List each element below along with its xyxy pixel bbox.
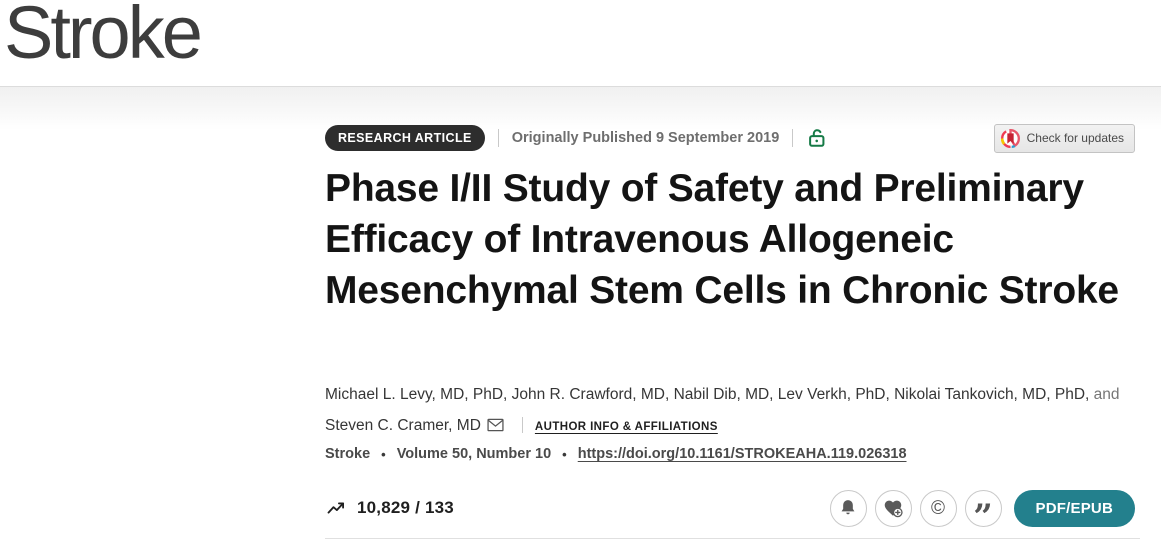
divider (522, 417, 523, 433)
citation-volume: Volume 50, Number 10 (396, 446, 552, 462)
email-envelope-icon[interactable] (487, 412, 504, 443)
trending-up-icon (325, 498, 347, 518)
divider (498, 129, 499, 147)
author-info-affiliations-link[interactable]: AUTHOR INFO & AFFILIATIONS (534, 421, 718, 433)
research-article-badge: RESEARCH ARTICLE (325, 125, 485, 151)
journal-logo[interactable]: Stroke (4, 0, 200, 74)
favorite-heart-add-button[interactable] (875, 490, 912, 527)
views-citations-count: 10,829 / 133 (357, 498, 454, 517)
journal-header (0, 0, 1161, 86)
author-names[interactable]: Michael L. Levy, MD, PhD, John R. Crawford, MD, Nabil Dib, MD, Lev Verkh, PhD, Nikolai Tankovich, MD, PhD, (325, 386, 1090, 403)
article-title: Phase I/II Study of Safety and Preliminary Efficacy of Intravenous Allogeneic Mesenchymal Stem Cells in Chronic Stroke (325, 167, 1119, 312)
crossmark-icon (1001, 129, 1020, 148)
doi-link[interactable]: https://doi.org/10.1161/STROKEAHA.119.026318 (577, 446, 907, 462)
bullet-separator: • (381, 446, 386, 462)
divider (792, 129, 793, 147)
article-meta-row (325, 124, 1135, 152)
alerts-bell-button[interactable] (830, 490, 867, 527)
bullet-separator: • (562, 446, 567, 462)
section-divider (325, 538, 1140, 539)
heart-add-icon (882, 497, 904, 519)
article-metrics[interactable] (325, 498, 454, 518)
bell-icon (838, 498, 858, 518)
citation-journal-name: Stroke (325, 446, 371, 462)
authors-line (325, 379, 1137, 443)
check-for-updates-button[interactable] (994, 124, 1135, 153)
copyright-icon: © (931, 497, 946, 519)
published-date: Originally Published 9 September 2019 (511, 130, 780, 146)
metrics-actions-row (325, 489, 1135, 537)
authors-conjunction: and (1093, 386, 1120, 403)
open-access-lock-icon (806, 126, 828, 150)
check-for-updates-label: Check for updates (1026, 131, 1124, 145)
corresponding-author[interactable]: Steven C. Cramer, MD (325, 417, 481, 434)
pdf-epub-button[interactable]: PDF/EPUB (1014, 490, 1135, 527)
citation-row (325, 446, 1137, 462)
cite-quote-button[interactable]: ” (965, 490, 1002, 527)
copyright-permissions-button[interactable] (920, 490, 957, 527)
